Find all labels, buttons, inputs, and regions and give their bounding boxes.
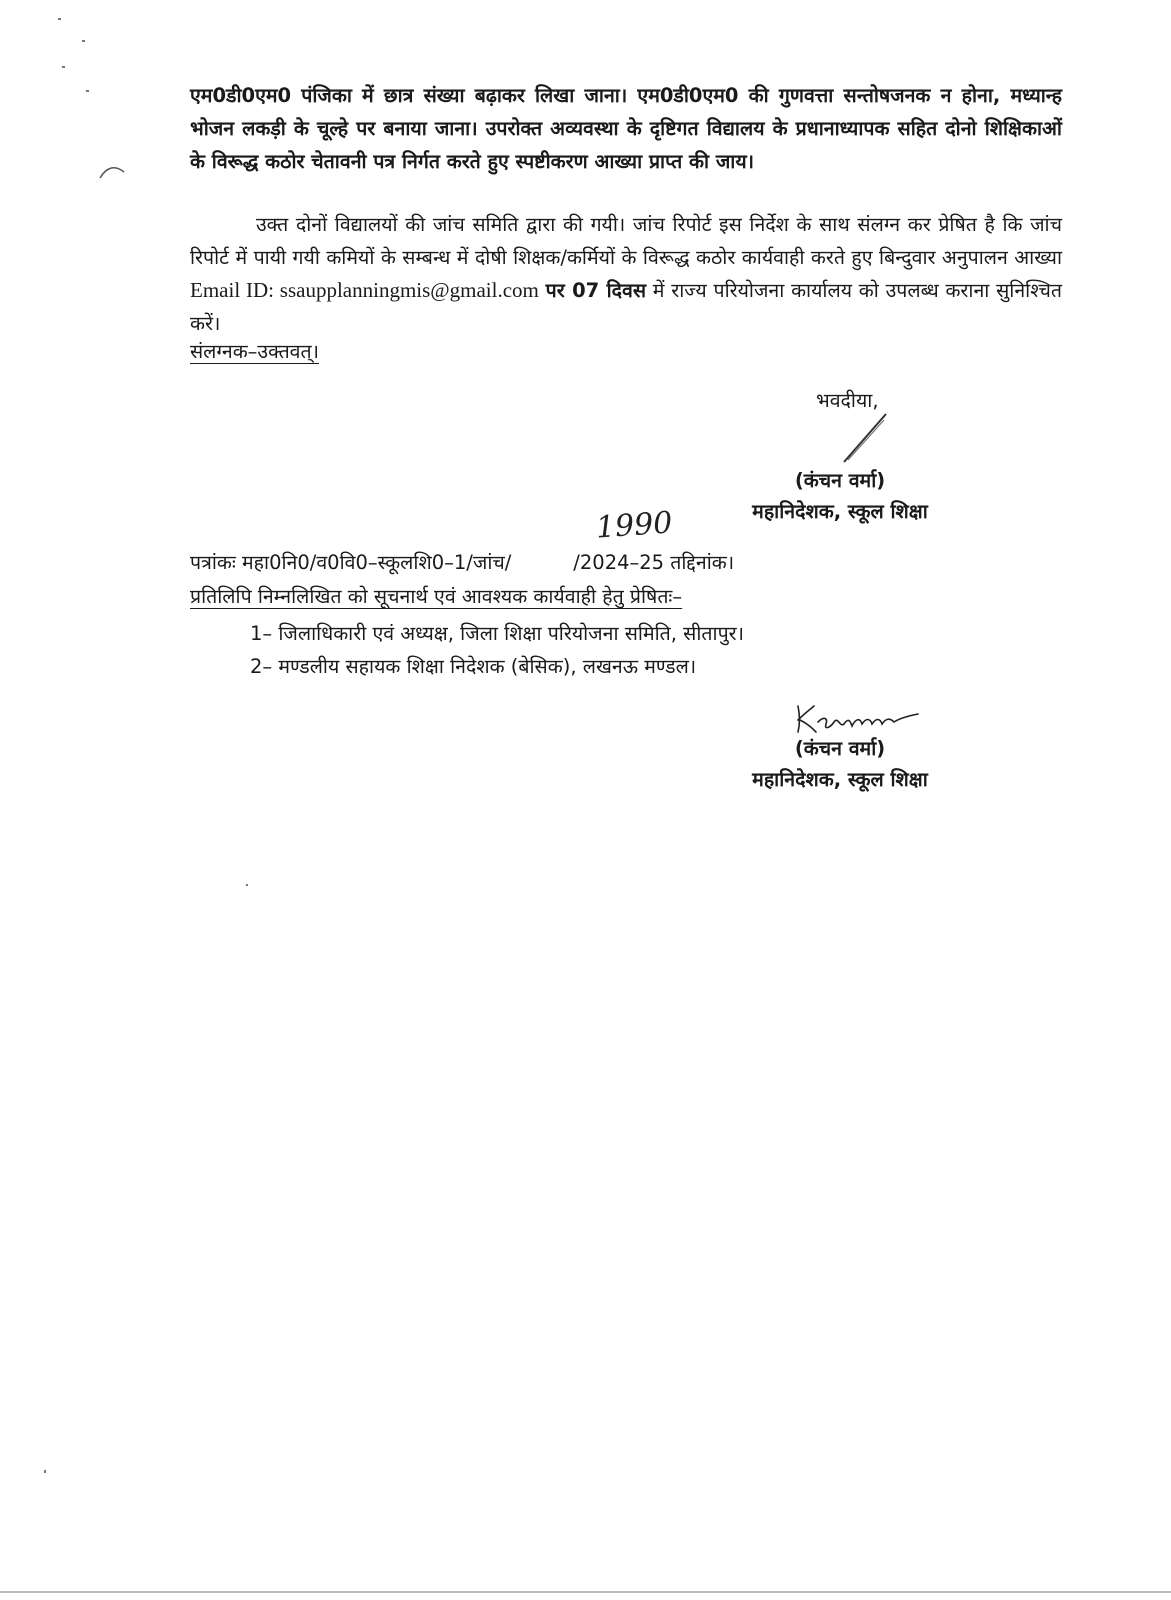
deadline-text: पर 07 दिवस bbox=[545, 279, 647, 302]
scan-curve-mark bbox=[98, 162, 128, 182]
paragraph-2-text: उक्त दोनों विद्यालयों की जांच समिति द्वारा की गयी। जांच रिपोर्ट इस निर्देश के साथ संलग्न कर प्रेषित है कि जांच रिपोर्ट में पायी गयी कमियों के सम्बन्ध में दोषी शिक्षक/कर्मियों के विरूद्ध कठोर कार्यवाही करते हुए बिन्दुवार अनुपालन आख्या bbox=[190, 213, 1062, 269]
closing-salutation: भवदीया, bbox=[816, 389, 879, 412]
signatory-name: (कंचन वर्मा) bbox=[794, 737, 886, 760]
signatory-designation: महानिदेशक, स्कूल शिक्षा bbox=[752, 500, 928, 523]
copy-to-heading: प्रतिलिपि निम्नलिखित को सूचनार्थ एवं आवश्यक कार्यवाही हेतु प्रेषितः– bbox=[190, 585, 683, 608]
letter-reference-number: पत्रांकः महा0नि0/व0वि0–स्कूलशि0–1/जांच/ /2024–25 तद्दिनांक। bbox=[190, 551, 735, 574]
paragraph-2-end: में राज्य परियोजना कार्यालय को उपलब्ध कराना सुनिश्चित करें। bbox=[190, 279, 1062, 335]
signature-scribble-2 bbox=[790, 698, 930, 738]
signatory-designation: महानिदेशक, स्कूल शिक्षा bbox=[752, 768, 928, 791]
email-address: Email ID: ssaupplanningmis@gmail.com bbox=[190, 278, 539, 302]
body-paragraph-2 bbox=[190, 208, 1062, 340]
list-item: 1– जिलाधिकारी एवं अध्यक्ष, जिला शिक्षा परियोजना समिति, सीतापुर। bbox=[250, 622, 745, 645]
signature-block-2 bbox=[720, 734, 960, 792]
scan-bottom-edge bbox=[0, 1591, 1171, 1593]
body-paragraph-1: एम0डी0एम0 पंजिका में छात्र संख्या बढ़ाकर लिखा जाना। एम0डी0एम0 की गुणवत्ता सन्तोषजनक न होना, मध्यान्ह भोजन लकड़ी के चूल्हे पर बनाया जाना। उपरोक्त अव्यवस्था के दृष्टिगत विद्यालय के प्रधानाध्यापक सहित दोनो शिक्षिकाओं के विरूद्ध कठोर चेतावनी पत्र निर्गत करते हुए स्पष्टीकरण आख्या प्राप्त की जाय। bbox=[190, 84, 1062, 173]
handwritten-letter-number: 1990 bbox=[594, 505, 674, 546]
copy-recipients-list bbox=[250, 617, 744, 683]
enclosure-note: संलग्नक–उक्तवत्। bbox=[190, 340, 320, 363]
signature-stroke-1 bbox=[840, 410, 890, 466]
list-item: 2– मण्डलीय सहायक शिक्षा निदेशक (बेसिक), लखनऊ मण्डल। bbox=[250, 655, 697, 678]
signatory-name: (कंचन वर्मा) bbox=[794, 469, 886, 492]
signature-block-1 bbox=[720, 466, 960, 524]
